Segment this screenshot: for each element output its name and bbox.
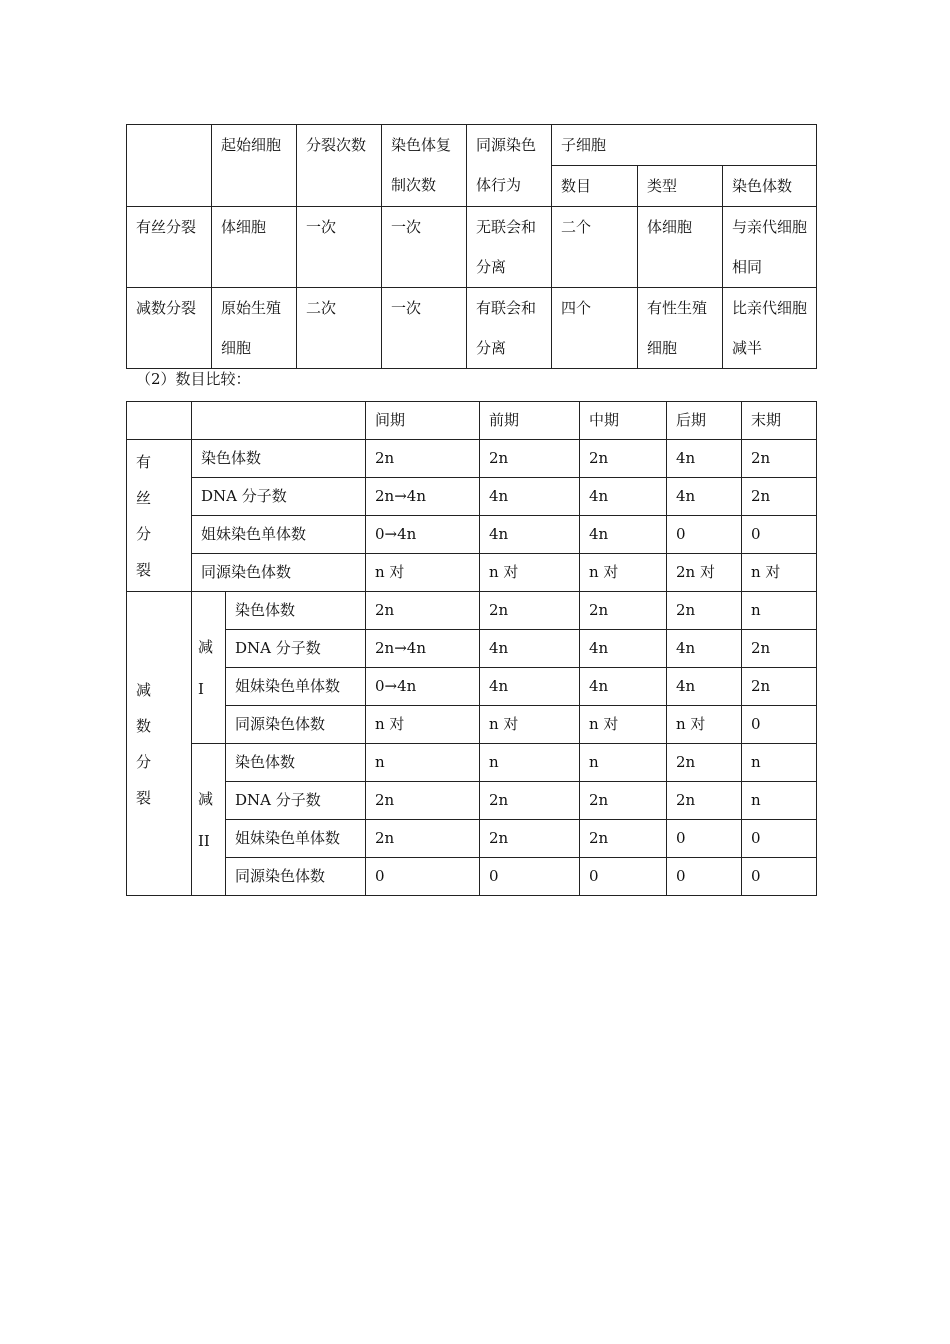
meiosis-2-label: 减 II [192, 744, 226, 896]
value-cell: 4n [667, 478, 742, 516]
value-cell: n 对 [480, 706, 580, 744]
value-cell: 2n [480, 820, 580, 858]
value-cell: 2n [366, 592, 480, 630]
value-cell: 4n [580, 516, 667, 554]
value-cell: 2n [366, 782, 480, 820]
value-cell: 2n [580, 782, 667, 820]
value-cell: n 对 [667, 706, 742, 744]
row-start: 原始生殖细胞 [212, 288, 297, 369]
value-cell: 4n [667, 668, 742, 706]
table-row [127, 858, 817, 896]
table-row [127, 744, 817, 782]
item-label: 姐妹染色单体数 [226, 668, 366, 706]
value-cell: 2n [366, 820, 480, 858]
value-cell: 4n [580, 630, 667, 668]
row-chrom: 与亲代细胞相同 [723, 207, 817, 288]
value-cell: n 对 [580, 554, 667, 592]
value-cell: n [742, 744, 817, 782]
table-row [127, 440, 817, 478]
row-type: 有性生殖细胞 [638, 288, 723, 369]
value-cell: 0 [742, 858, 817, 896]
header-division-count: 分裂次数 [297, 125, 382, 207]
value-cell: 4n [480, 668, 580, 706]
value-cell: 0 [742, 516, 817, 554]
table-row [127, 782, 817, 820]
item-label: 姐妹染色单体数 [192, 516, 366, 554]
value-cell: 2n [742, 630, 817, 668]
value-cell: 0→4n [366, 516, 480, 554]
value-cell: 0 [580, 858, 667, 896]
phase-header: 后期 [667, 402, 742, 440]
phase-header: 中期 [580, 402, 667, 440]
value-cell: 2n [580, 440, 667, 478]
value-cell: n 对 [366, 706, 480, 744]
table-row [127, 478, 817, 516]
item-label: 同源染色体数 [226, 858, 366, 896]
value-cell: n [580, 744, 667, 782]
value-cell: n 对 [480, 554, 580, 592]
number-comparison-table [126, 401, 817, 896]
table-row [127, 668, 817, 706]
value-cell: 2n [667, 744, 742, 782]
table-row [127, 554, 817, 592]
value-cell: 2n [580, 820, 667, 858]
row-behavior: 无联会和分离 [467, 207, 552, 288]
value-cell: 4n [480, 478, 580, 516]
value-cell: 2n 对 [667, 554, 742, 592]
item-label: DNA 分子数 [192, 478, 366, 516]
row-number: 四个 [552, 288, 638, 369]
row-replications: 一次 [382, 207, 467, 288]
header-start-cell: 起始细胞 [212, 125, 297, 207]
row-behavior: 有联会和分离 [467, 288, 552, 369]
value-cell: 2n→4n [366, 478, 480, 516]
value-cell: 0 [742, 820, 817, 858]
phase-header: 前期 [480, 402, 580, 440]
header-replication-count: 染色体复制次数 [382, 125, 467, 207]
header-homolog-behavior: 同源染色体行为 [467, 125, 552, 207]
table-row [127, 288, 817, 369]
value-cell: 4n [480, 516, 580, 554]
meiosis-1-label: 减 I [192, 592, 226, 744]
value-cell: 0 [480, 858, 580, 896]
value-cell: n 对 [580, 706, 667, 744]
value-cell: 0 [667, 820, 742, 858]
value-cell: 2n [742, 478, 817, 516]
row-chrom: 比亲代细胞减半 [723, 288, 817, 369]
value-cell: n [480, 744, 580, 782]
value-cell: 2n→4n [366, 630, 480, 668]
header-number: 数目 [552, 166, 638, 207]
value-cell: 4n [667, 440, 742, 478]
comparison-table [126, 124, 817, 369]
value-cell: 4n [580, 668, 667, 706]
value-cell: 2n [667, 592, 742, 630]
row-replications: 一次 [382, 288, 467, 369]
value-cell: 2n [480, 782, 580, 820]
row-divisions: 二次 [297, 288, 382, 369]
value-cell: 2n [742, 668, 817, 706]
value-cell: 2n [667, 782, 742, 820]
header-type: 类型 [638, 166, 723, 207]
table-row [127, 592, 817, 630]
value-cell: 0 [366, 858, 480, 896]
header-daughter-cells: 子细胞 [552, 125, 817, 166]
value-cell: 4n [667, 630, 742, 668]
row-start: 体细胞 [212, 207, 297, 288]
meiosis-label: 减 数 分 裂 [127, 592, 192, 896]
value-cell: 4n [480, 630, 580, 668]
table-row [127, 516, 817, 554]
table-row [127, 820, 817, 858]
value-cell: 2n [366, 440, 480, 478]
value-cell: 2n [480, 440, 580, 478]
item-label: 同源染色体数 [226, 706, 366, 744]
row-name: 有丝分裂 [127, 207, 212, 288]
phase-header: 末期 [742, 402, 817, 440]
item-label: DNA 分子数 [226, 630, 366, 668]
mitosis-label: 有 丝 分 裂 [127, 440, 192, 592]
value-cell: 4n [580, 478, 667, 516]
item-label: 染色体数 [226, 744, 366, 782]
table-row [127, 207, 817, 288]
value-cell: 2n [742, 440, 817, 478]
header-blank [192, 402, 366, 440]
phase-header: 间期 [366, 402, 480, 440]
row-name: 减数分裂 [127, 288, 212, 369]
section-caption: （2）数目比较： [136, 370, 251, 388]
value-cell: 0 [742, 706, 817, 744]
row-divisions: 一次 [297, 207, 382, 288]
value-cell: 0→4n [366, 668, 480, 706]
header-chrom-number: 染色体数 [723, 166, 817, 207]
item-label: DNA 分子数 [226, 782, 366, 820]
item-label: 染色体数 [226, 592, 366, 630]
item-label: 染色体数 [192, 440, 366, 478]
item-label: 姐妹染色单体数 [226, 820, 366, 858]
value-cell: n [742, 782, 817, 820]
value-cell: 2n [480, 592, 580, 630]
table-row [127, 706, 817, 744]
item-label: 同源染色体数 [192, 554, 366, 592]
value-cell: 0 [667, 516, 742, 554]
value-cell: 0 [667, 858, 742, 896]
row-number: 二个 [552, 207, 638, 288]
value-cell: n [742, 592, 817, 630]
header-blank [127, 402, 192, 440]
row-type: 体细胞 [638, 207, 723, 288]
header-blank [127, 125, 212, 207]
value-cell: n 对 [742, 554, 817, 592]
value-cell: n 对 [366, 554, 480, 592]
value-cell: 2n [580, 592, 667, 630]
value-cell: n [366, 744, 480, 782]
table-row [127, 630, 817, 668]
